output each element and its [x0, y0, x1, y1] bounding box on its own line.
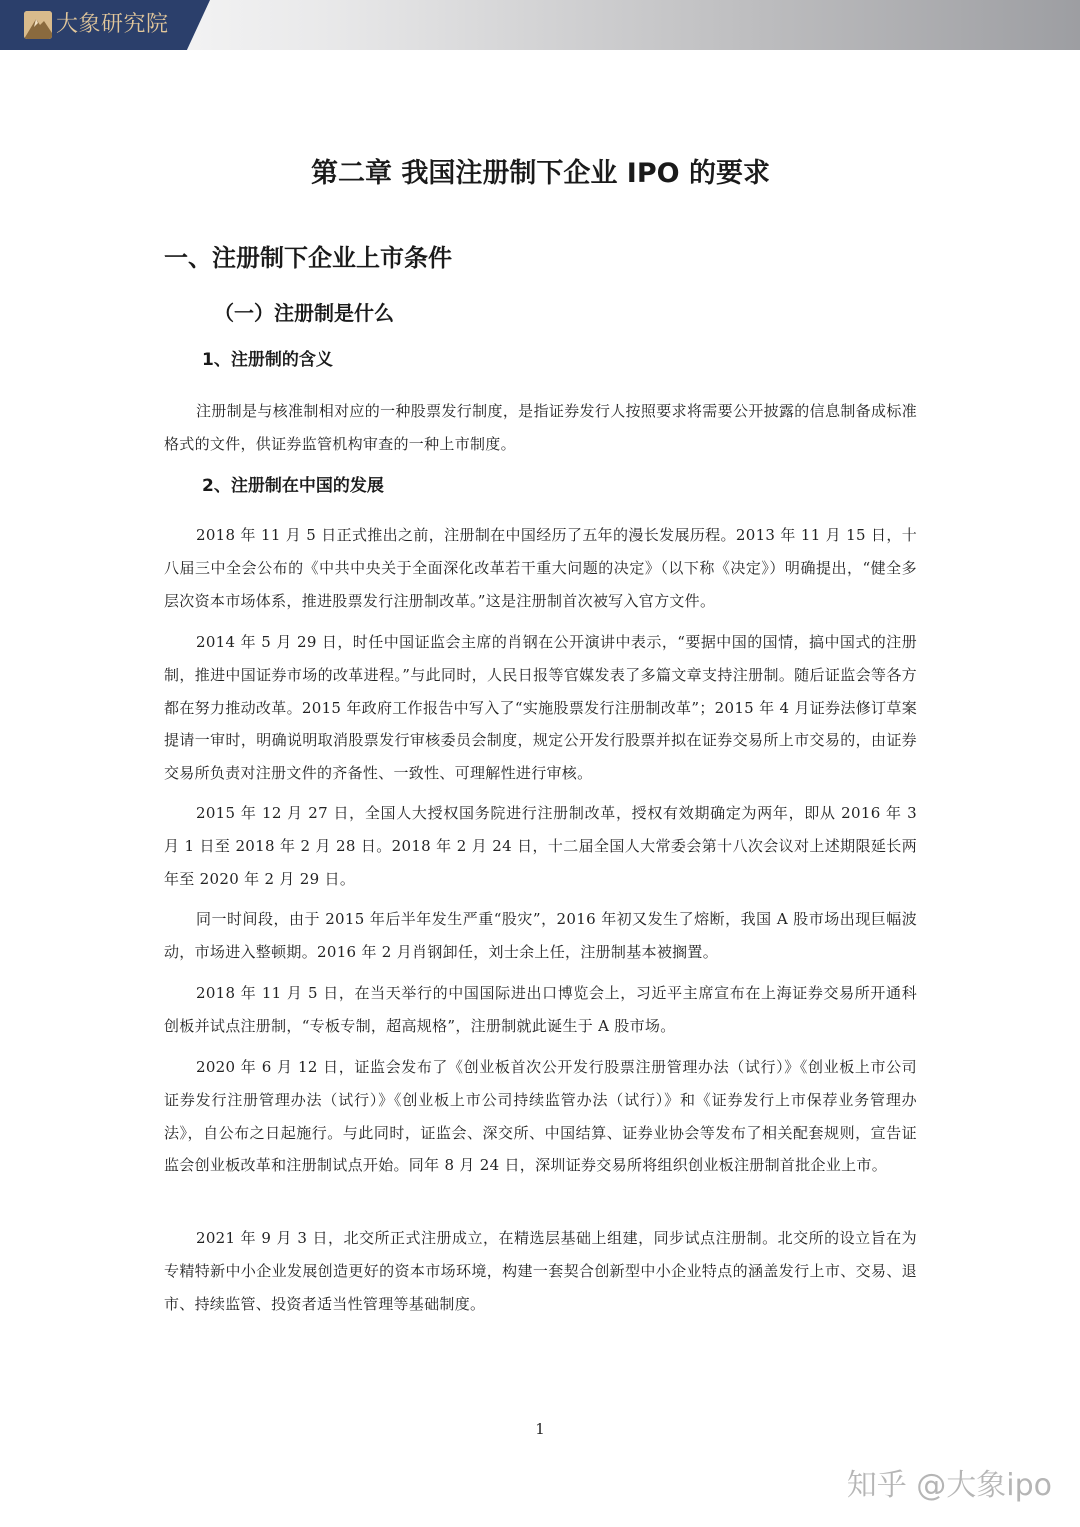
section-title: 一、注册制下企业上市条件 [164, 244, 452, 272]
subsection-title: （一）注册制是什么 [214, 301, 394, 325]
paragraph: 注册制是与核准制相对应的一种股票发行制度，是指证券发行人按照要求将需要公开披露的信息制备成标准格式的文件，供证券监管机构审查的一种上市制度。 [164, 402, 917, 453]
paragraph: 2020 年 6 月 12 日，证监会发布了《创业板首次公开发行股票注册管理办法（试行）》《创业板上市公司证券发行注册管理办法（试行）》《创业板上市公司持续监管办法（试行）》和《证券发行上市保荐业务管理办法》，自公布之日起施行。与此同时，证监会、深交所、中国结算、证券业协会等发布了相关配套规则，宣告证监会创业板改革和注册制试点开始。同年 8 月 24 日，深圳证券交易所将组织创业板注册制首批企业上市。 [164, 1058, 917, 1175]
watermark: 知乎 @大象ipo [846, 1468, 1052, 1503]
paragraph: 2021 年 9 月 3 日，北交所正式注册成立，在精选层基础上组建，同步试点注册制。北交所的设立旨在为专精特新中小企业发展创造更好的资本市场环境，构建一套契合创新型中小企业特点的涵盖发行上市、交易、退市、持续监管、投资者适当性管理等基础制度。 [164, 1229, 917, 1313]
brand-name: 大象研究院 [56, 12, 169, 37]
paragraph: 2015 年 12 月 27 日，全国人大授权国务院进行注册制改革，授权有效期确定为两年，即从 2016 年 3 月 1 日至 2018 年 2 月 28 日。2018 年 2 月 24 日，十二届全国人大常委会第十八次会议对上述期限延长两年至 2020 年 2 月 29 日。 [164, 804, 917, 888]
item-title-meaning: 1、注册制的含义 [202, 350, 333, 370]
chapter-title: 第二章 我国注册制下企业 IPO 的要求 [311, 158, 770, 189]
paragraph: 2018 年 11 月 5 日，在当天举行的中国国际进出口博览会上，习近平主席宣布在上海证券交易所开通科创板并试点注册制，“专板专制，超高规格”，注册制就此诞生于 A 股市场。 [164, 984, 917, 1035]
paragraph: 同一时间段，由于 2015 年后半年发生严重“股灾”，2016 年初又发生了熔断，我国 A 股市场出现巨幅波动，市场进入整顿期。2016 年 2 月肖钢卸任，刘士余上任，注册制基本被搁置。 [164, 910, 917, 961]
page-number: 1 [535, 1420, 545, 1438]
paragraph: 2014 年 5 月 29 日，时任中国证监会主席的肖钢在公开演讲中表示，“要据中国的国情，搞中国式的注册制，推进中国证券市场的改革进程。”与此同时，人民日报等官媒发表了多篇文章支持注册制。随后证监会等各方都在努力推动改革。2015 年政府工作报告中写入了“实施股票发行注册制改革”；2015 年 4 月证券法修订草案提请一审时，明确说明取消股票发行审核委员会制度，规定公开发行股票并拟在证券交易所上市交易的，由证券交易所负责对注册文件的齐备性、一致性、可理解性进行审核。 [164, 633, 917, 783]
item-title-development: 2、注册制在中国的发展 [202, 476, 384, 496]
mountain-logo-icon [24, 11, 52, 39]
paragraph: 2018 年 11 月 5 日正式推出之前，注册制在中国经历了五年的漫长发展历程。2013 年 11 月 15 日，十八届三中全会公布的《中共中央关于全面深化改革若干重大问题的决定》（以下称《决定》）明确提出，“健全多层次资本市场体系，推进股票发行注册制改革。”这是注册制首次被写入官方文件。 [164, 526, 917, 610]
